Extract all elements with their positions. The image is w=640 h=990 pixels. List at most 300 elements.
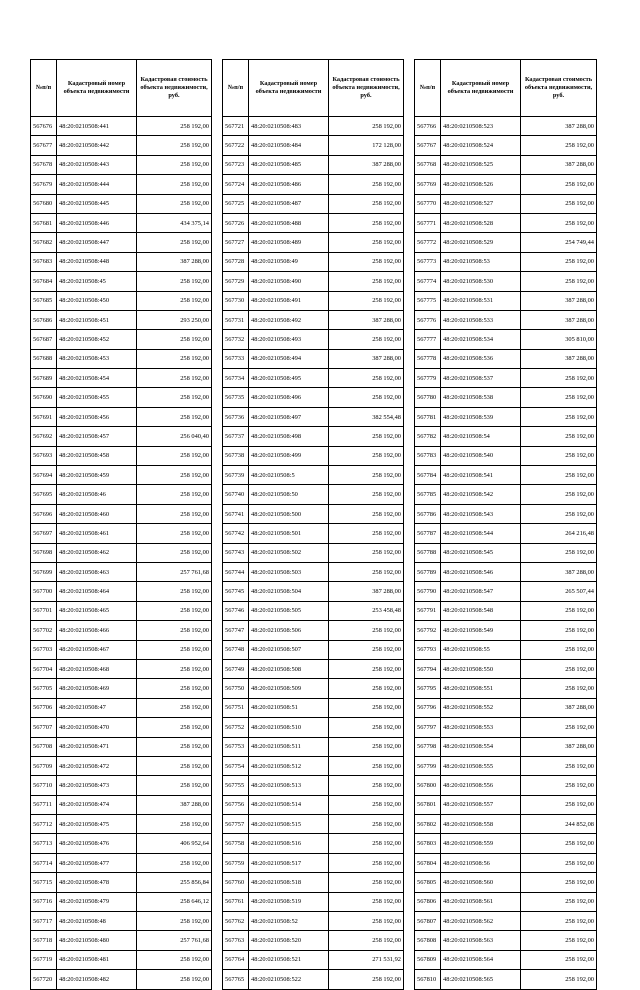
cadastral-cost: 258 192,00 [521, 834, 597, 853]
cadastral-number: 48:20:0210508:536 [441, 349, 521, 368]
table-row [31, 621, 212, 640]
table-row [31, 718, 212, 737]
table-row [415, 698, 597, 717]
row-number: 567791 [415, 601, 441, 620]
cadastral-number: 48:20:0210508:53 [441, 252, 521, 271]
cadastral-cost: 258 192,00 [137, 330, 212, 349]
cadastral-cost: 258 192,00 [329, 776, 404, 795]
cadastral-number: 48:20:0210508:490 [249, 272, 329, 291]
cadastral-number: 48:20:0210508:555 [441, 756, 521, 775]
cadastral-number: 48:20:0210508:459 [57, 466, 137, 485]
cadastral-cost: 258 192,00 [137, 446, 212, 465]
cadastral-cost: 258 192,00 [521, 504, 597, 523]
row-number: 567772 [415, 233, 441, 252]
table-row [223, 737, 404, 756]
cadastral-number: 48:20:0210508:46 [57, 485, 137, 504]
row-number: 567749 [223, 659, 249, 678]
cadastral-number: 48:20:0210508:512 [249, 756, 329, 775]
row-number: 567707 [31, 718, 57, 737]
table-row [415, 466, 597, 485]
cadastral-number: 48:20:0210508:523 [441, 117, 521, 136]
cadastral-number: 48:20:0210508:453 [57, 349, 137, 368]
cadastral-number: 48:20:0210508:563 [441, 931, 521, 950]
cadastral-number: 48:20:0210508:454 [57, 369, 137, 388]
table-row [223, 698, 404, 717]
table-row [415, 446, 597, 465]
table-row [31, 659, 212, 678]
cadastral-cost: 258 192,00 [137, 543, 212, 562]
table-row [415, 291, 597, 310]
cadastral-cost: 258 192,00 [329, 873, 404, 892]
table-row [31, 873, 212, 892]
cadastral-cost: 258 192,00 [521, 776, 597, 795]
cadastral-number: 48:20:0210508:468 [57, 659, 137, 678]
cadastral-cost: 258 192,00 [329, 679, 404, 698]
cadastral-number: 48:20:0210508:533 [441, 310, 521, 329]
cadastral-cost: 258 192,00 [137, 970, 212, 989]
header-cadastral-number: Кадастровый номер объекта недвижимости [249, 60, 329, 117]
cadastral-cost: 258 192,00 [329, 388, 404, 407]
table-row [223, 330, 404, 349]
table-body [415, 117, 597, 990]
cadastral-cost: 258 192,00 [521, 272, 597, 291]
table-row [31, 175, 212, 194]
table-row [223, 970, 404, 989]
table-row [31, 543, 212, 562]
cadastral-cost: 258 192,00 [137, 776, 212, 795]
cadastral-cost: 258 192,00 [521, 756, 597, 775]
row-number: 567712 [31, 815, 57, 834]
cadastral-number: 48:20:0210508:472 [57, 756, 137, 775]
table-row [223, 950, 404, 969]
cadastral-number: 48:20:0210508:517 [249, 853, 329, 872]
cadastral-number: 48:20:0210508:493 [249, 330, 329, 349]
cadastral-number: 48:20:0210508:520 [249, 931, 329, 950]
table-row [415, 330, 597, 349]
table-row [415, 543, 597, 562]
row-number: 567806 [415, 892, 441, 911]
row-number: 567770 [415, 194, 441, 213]
cadastral-number: 48:20:0210508:549 [441, 621, 521, 640]
cadastral-cost: 258 192,00 [137, 485, 212, 504]
cadastre-table-1 [30, 59, 212, 990]
cadastral-number: 48:20:0210508:474 [57, 795, 137, 814]
cadastral-number: 48:20:0210508:540 [441, 446, 521, 465]
cadastral-number: 48:20:0210508:522 [249, 970, 329, 989]
table-row [31, 117, 212, 136]
table-row [223, 369, 404, 388]
cadastral-cost: 258 192,00 [329, 252, 404, 271]
row-number: 567726 [223, 213, 249, 232]
cadastral-cost: 258 192,00 [137, 950, 212, 969]
table-row [223, 834, 404, 853]
cadastral-number: 48:20:0210508:47 [57, 698, 137, 717]
cadastral-cost: 258 192,00 [521, 795, 597, 814]
cadastral-number: 48:20:0210508:479 [57, 892, 137, 911]
cadastral-number: 48:20:0210508:541 [441, 466, 521, 485]
table-header-row [415, 60, 597, 117]
cadastral-number: 48:20:0210508:48 [57, 912, 137, 931]
header-cadastral-cost: Кадастровая стоимость объекта недвижимости, руб. [137, 60, 212, 117]
cadastral-cost: 305 810,00 [521, 330, 597, 349]
table-row [31, 485, 212, 504]
row-number: 567732 [223, 330, 249, 349]
table-row [415, 679, 597, 698]
cadastral-cost: 258 192,00 [137, 621, 212, 640]
row-number: 567727 [223, 233, 249, 252]
table-row [31, 582, 212, 601]
cadastral-cost: 258 192,00 [137, 679, 212, 698]
row-number: 567705 [31, 679, 57, 698]
cadastral-number: 48:20:0210508:514 [249, 795, 329, 814]
table-row [31, 834, 212, 853]
cadastral-cost: 258 192,00 [137, 407, 212, 426]
cadastral-cost: 406 952,64 [137, 834, 212, 853]
cadastral-cost: 258 192,00 [521, 427, 597, 446]
table-row [31, 369, 212, 388]
cadastral-cost: 258 646,12 [137, 892, 212, 911]
table-row [223, 912, 404, 931]
row-number: 567794 [415, 659, 441, 678]
cadastral-number: 48:20:0210508:513 [249, 776, 329, 795]
table-row [31, 912, 212, 931]
cadastral-cost: 258 192,00 [329, 194, 404, 213]
cadastral-number: 48:20:0210508:559 [441, 834, 521, 853]
row-number: 567690 [31, 388, 57, 407]
row-number: 567762 [223, 912, 249, 931]
cadastral-cost: 257 761,68 [137, 562, 212, 581]
row-number: 567761 [223, 892, 249, 911]
cadastral-cost: 258 192,00 [137, 737, 212, 756]
cadastral-cost: 258 192,00 [329, 272, 404, 291]
row-number: 567736 [223, 407, 249, 426]
cadastral-cost: 258 192,00 [329, 233, 404, 252]
table-row [31, 213, 212, 232]
row-number: 567777 [415, 330, 441, 349]
cadastral-number: 48:20:0210508:49 [249, 252, 329, 271]
cadastral-number: 48:20:0210508:460 [57, 504, 137, 523]
row-number: 567676 [31, 117, 57, 136]
table-row [31, 756, 212, 775]
cadastral-cost: 258 192,00 [521, 873, 597, 892]
row-number: 567771 [415, 213, 441, 232]
cadastral-cost: 387 288,00 [521, 291, 597, 310]
row-number: 567704 [31, 659, 57, 678]
cadastral-number: 48:20:0210508:519 [249, 892, 329, 911]
row-number: 567703 [31, 640, 57, 659]
cadastral-number: 48:20:0210508:524 [441, 136, 521, 155]
row-number: 567779 [415, 369, 441, 388]
cadastral-cost: 258 192,00 [329, 330, 404, 349]
table-row [415, 504, 597, 523]
header-num: №п/п [415, 60, 441, 117]
cadastral-number: 48:20:0210508:448 [57, 252, 137, 271]
cadastral-cost: 258 192,00 [521, 407, 597, 426]
cadastral-cost: 258 192,00 [137, 291, 212, 310]
cadastral-number: 48:20:0210508:551 [441, 679, 521, 698]
cadastral-number: 48:20:0210508:463 [57, 562, 137, 581]
table-row [415, 737, 597, 756]
table-row [415, 718, 597, 737]
row-number: 567711 [31, 795, 57, 814]
table-row [223, 291, 404, 310]
row-number: 567699 [31, 562, 57, 581]
row-number: 567768 [415, 155, 441, 174]
cadastral-number: 48:20:0210508:487 [249, 194, 329, 213]
cadastral-cost: 258 192,00 [521, 252, 597, 271]
row-number: 567783 [415, 446, 441, 465]
table-row [415, 621, 597, 640]
table-row [31, 640, 212, 659]
cadastral-number: 48:20:0210508:492 [249, 310, 329, 329]
cadastral-cost: 258 192,00 [329, 485, 404, 504]
table-row [223, 252, 404, 271]
table-row [223, 524, 404, 543]
row-number: 567773 [415, 252, 441, 271]
table-row [223, 892, 404, 911]
table-row [415, 213, 597, 232]
table-row [415, 252, 597, 271]
cadastral-number: 48:20:0210508:553 [441, 718, 521, 737]
header-cadastral-cost: Кадастровая стоимость объекта недвижимости, руб. [329, 60, 404, 117]
row-number: 567781 [415, 407, 441, 426]
row-number: 567706 [31, 698, 57, 717]
row-number: 567688 [31, 349, 57, 368]
cadastral-number: 48:20:0210508:521 [249, 950, 329, 969]
table-row [223, 466, 404, 485]
table-row [31, 562, 212, 581]
cadastral-cost: 258 192,00 [521, 446, 597, 465]
cadastral-number: 48:20:0210508:499 [249, 446, 329, 465]
row-number: 567694 [31, 466, 57, 485]
row-number: 567681 [31, 213, 57, 232]
cadastral-number: 48:20:0210508:562 [441, 912, 521, 931]
cadastral-number: 48:20:0210508:475 [57, 815, 137, 834]
cadastral-number: 48:20:0210508:450 [57, 291, 137, 310]
table-row [415, 931, 597, 950]
row-number: 567802 [415, 815, 441, 834]
cadastral-number: 48:20:0210508:546 [441, 562, 521, 581]
row-number: 567758 [223, 834, 249, 853]
row-number: 567724 [223, 175, 249, 194]
row-number: 567696 [31, 504, 57, 523]
row-number: 567775 [415, 291, 441, 310]
table-row [223, 349, 404, 368]
cadastral-cost: 387 288,00 [521, 155, 597, 174]
row-number: 567717 [31, 912, 57, 931]
cadastral-number: 48:20:0210508:506 [249, 621, 329, 640]
cadastral-cost: 258 192,00 [137, 466, 212, 485]
cadastral-cost: 258 192,00 [329, 621, 404, 640]
row-number: 567769 [415, 175, 441, 194]
cadastral-cost: 258 192,00 [329, 698, 404, 717]
cadastral-number: 48:20:0210508:500 [249, 504, 329, 523]
table-row [31, 155, 212, 174]
row-number: 567810 [415, 970, 441, 989]
cadastral-cost: 258 192,00 [329, 369, 404, 388]
table-row [223, 756, 404, 775]
cadastral-number: 48:20:0210508:564 [441, 950, 521, 969]
row-number: 567750 [223, 679, 249, 698]
table-row [415, 233, 597, 252]
cadastral-number: 48:20:0210508:457 [57, 427, 137, 446]
cadastral-number: 48:20:0210508:516 [249, 834, 329, 853]
cadastral-cost: 434 375,14 [137, 213, 212, 232]
cadastral-number: 48:20:0210508:526 [441, 175, 521, 194]
cadastral-cost: 258 192,00 [137, 117, 212, 136]
row-number: 567793 [415, 640, 441, 659]
cadastral-cost: 258 192,00 [137, 815, 212, 834]
table-row [31, 892, 212, 911]
cadastral-number: 48:20:0210508:462 [57, 543, 137, 562]
cadastral-cost: 258 192,00 [521, 136, 597, 155]
cadastral-number: 48:20:0210508:509 [249, 679, 329, 698]
cadastral-number: 48:20:0210508:485 [249, 155, 329, 174]
cadastral-cost: 258 192,00 [329, 659, 404, 678]
row-number: 567798 [415, 737, 441, 756]
row-number: 567755 [223, 776, 249, 795]
table-row [223, 117, 404, 136]
cadastral-number: 48:20:0210508:550 [441, 659, 521, 678]
table-row [31, 349, 212, 368]
cadastral-number: 48:20:0210508:466 [57, 621, 137, 640]
cadastral-number: 48:20:0210508:470 [57, 718, 137, 737]
table-row [223, 446, 404, 465]
cadastral-cost: 258 192,00 [329, 718, 404, 737]
cadastral-cost: 258 192,00 [521, 931, 597, 950]
cadastral-cost: 258 192,00 [521, 175, 597, 194]
row-number: 567796 [415, 698, 441, 717]
row-number: 567795 [415, 679, 441, 698]
cadastral-number: 48:20:0210508:491 [249, 291, 329, 310]
cadastral-cost: 382 554,48 [329, 407, 404, 426]
cadastral-cost: 258 192,00 [329, 756, 404, 775]
row-number: 567723 [223, 155, 249, 174]
table-row [415, 272, 597, 291]
row-number: 567718 [31, 931, 57, 950]
table-row [31, 853, 212, 872]
row-number: 567804 [415, 853, 441, 872]
table-row [31, 524, 212, 543]
cadastral-cost: 258 192,00 [137, 388, 212, 407]
cadastral-number: 48:20:0210508:56 [441, 853, 521, 872]
row-number: 567740 [223, 485, 249, 504]
row-number: 567790 [415, 582, 441, 601]
table-row [31, 407, 212, 426]
row-number: 567748 [223, 640, 249, 659]
cadastre-table-3 [414, 59, 597, 990]
row-number: 567686 [31, 310, 57, 329]
table-row [223, 679, 404, 698]
cadastral-cost: 265 507,44 [521, 582, 597, 601]
row-number: 567677 [31, 136, 57, 155]
cadastral-number: 48:20:0210508:482 [57, 970, 137, 989]
row-number: 567700 [31, 582, 57, 601]
cadastral-number: 48:20:0210508:494 [249, 349, 329, 368]
table-row [31, 698, 212, 717]
table-row [223, 136, 404, 155]
cadastral-number: 48:20:0210508:471 [57, 737, 137, 756]
table-row [223, 233, 404, 252]
row-number: 567799 [415, 756, 441, 775]
row-number: 567805 [415, 873, 441, 892]
cadastral-number: 48:20:0210508:445 [57, 194, 137, 213]
cadastral-number: 48:20:0210508:511 [249, 737, 329, 756]
cadastral-number: 48:20:0210508:560 [441, 873, 521, 892]
cadastral-cost: 258 192,00 [137, 369, 212, 388]
cadastral-number: 48:20:0210508:473 [57, 776, 137, 795]
row-number: 567765 [223, 970, 249, 989]
cadastral-number: 48:20:0210508:515 [249, 815, 329, 834]
cadastral-cost: 257 761,68 [137, 931, 212, 950]
row-number: 567741 [223, 504, 249, 523]
cadastral-number: 48:20:0210508:480 [57, 931, 137, 950]
table-row [31, 504, 212, 523]
table-row [415, 582, 597, 601]
table-row [415, 815, 597, 834]
row-number: 567776 [415, 310, 441, 329]
row-number: 567751 [223, 698, 249, 717]
table-row [415, 601, 597, 620]
table-row [223, 213, 404, 232]
cadastral-cost: 258 192,00 [329, 853, 404, 872]
table-row [223, 931, 404, 950]
cadastral-number: 48:20:0210508:504 [249, 582, 329, 601]
row-number: 567734 [223, 369, 249, 388]
row-number: 567715 [31, 873, 57, 892]
row-number: 567746 [223, 601, 249, 620]
table-row [223, 175, 404, 194]
row-number: 567733 [223, 349, 249, 368]
cadastral-number: 48:20:0210508:558 [441, 815, 521, 834]
cadastral-cost: 258 192,00 [521, 912, 597, 931]
row-number: 567683 [31, 252, 57, 271]
row-number: 567678 [31, 155, 57, 174]
table-row [415, 776, 597, 795]
table-header-row [31, 60, 212, 117]
cadastral-cost: 258 192,00 [329, 912, 404, 931]
table-row [415, 970, 597, 989]
table-row [223, 853, 404, 872]
table-row [415, 524, 597, 543]
table-row [223, 407, 404, 426]
row-number: 567745 [223, 582, 249, 601]
cadastral-number: 48:20:0210508:561 [441, 892, 521, 911]
row-number: 567780 [415, 388, 441, 407]
table-row [31, 446, 212, 465]
table-row [31, 272, 212, 291]
row-number: 567747 [223, 621, 249, 640]
table-row [31, 466, 212, 485]
cadastral-cost: 258 192,00 [329, 737, 404, 756]
cadastral-number: 48:20:0210508:557 [441, 795, 521, 814]
cadastral-number: 48:20:0210508:542 [441, 485, 521, 504]
table-row [415, 136, 597, 155]
table-row [415, 485, 597, 504]
table-row [415, 155, 597, 174]
cadastral-cost: 258 192,00 [137, 504, 212, 523]
cadastral-cost: 258 192,00 [521, 388, 597, 407]
cadastral-cost: 271 531,92 [329, 950, 404, 969]
table-row [223, 582, 404, 601]
row-number: 567698 [31, 543, 57, 562]
cadastral-number: 48:20:0210508:508 [249, 659, 329, 678]
cadastral-cost: 258 192,00 [521, 601, 597, 620]
table-row [415, 117, 597, 136]
table-row [415, 194, 597, 213]
row-number: 567728 [223, 252, 249, 271]
cadastral-cost: 258 192,00 [521, 194, 597, 213]
